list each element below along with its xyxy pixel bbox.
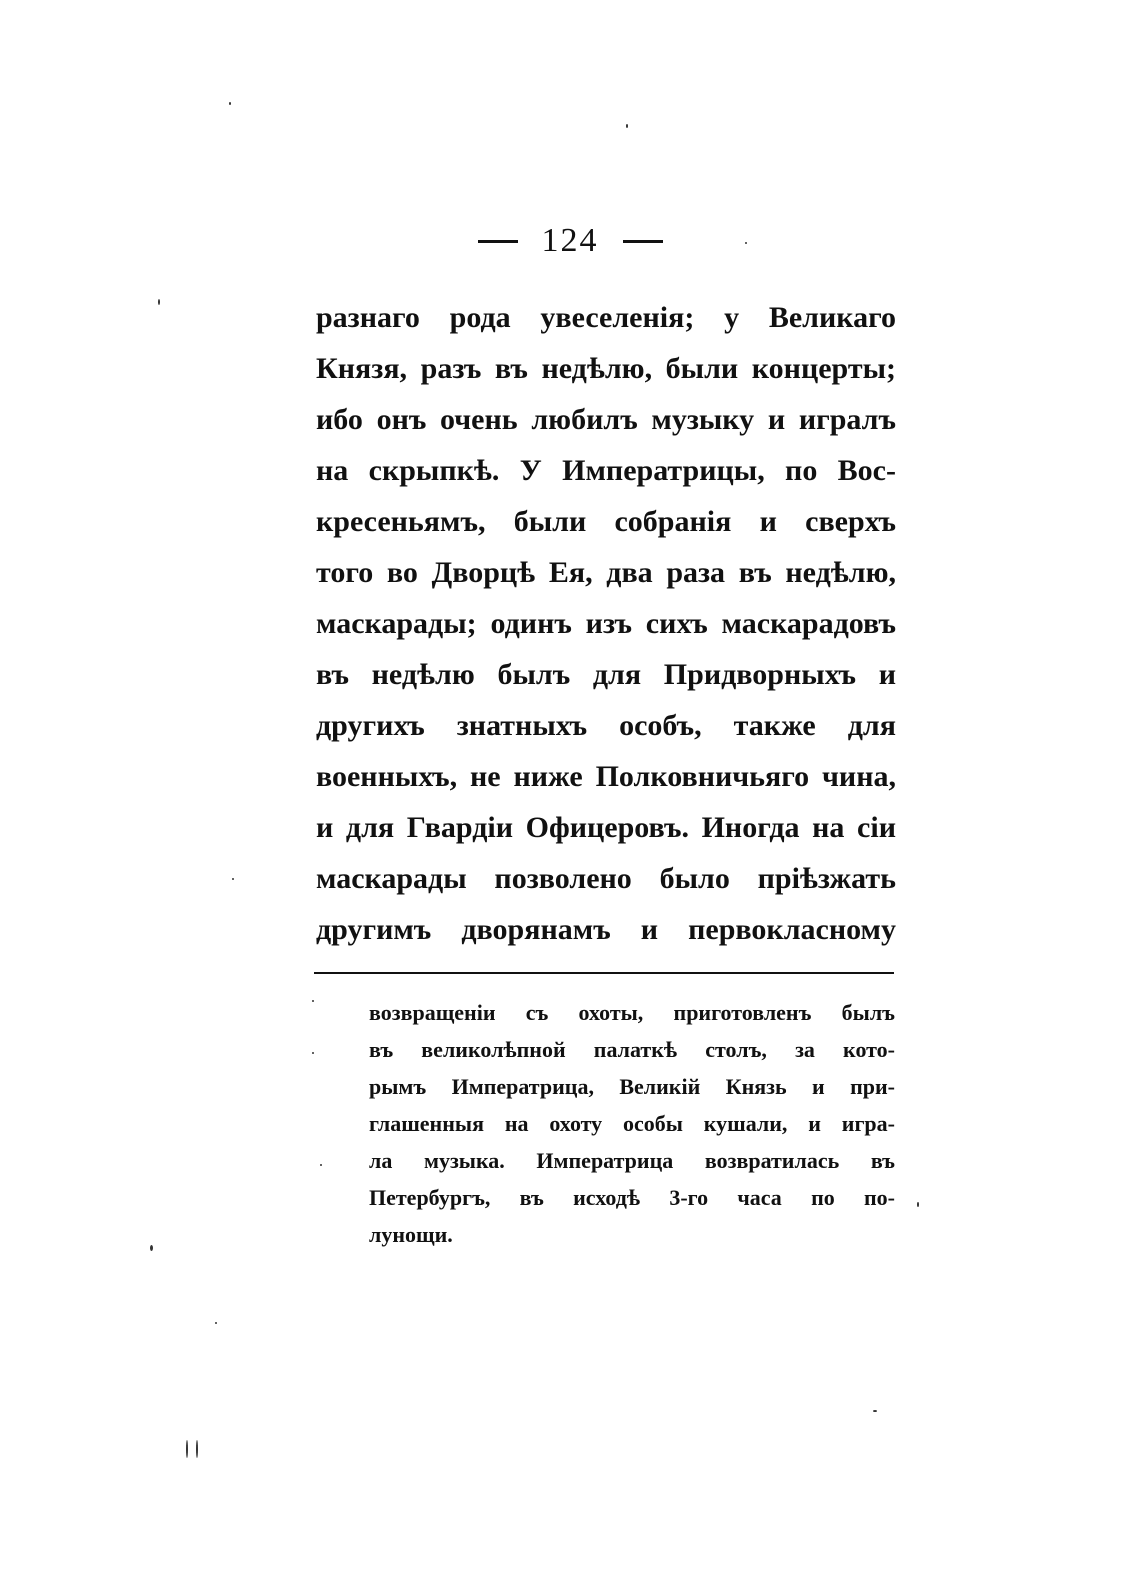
- main-text-line: разнаго рода увеселенія; у Великаго: [316, 301, 896, 334]
- main-text-line: въ недѣлю былъ для Придворныхъ и: [316, 658, 896, 691]
- scan-speck: [873, 1410, 877, 1412]
- left-dash: [478, 240, 518, 243]
- scan-speck: [312, 1052, 314, 1054]
- footnote-line: глашенныя на охоту особы кушали, и игра-: [369, 1111, 895, 1136]
- scan-speck: [312, 1000, 314, 1002]
- main-text-line: и для Гвардіи Офицеровъ. Иногда на сіи: [316, 811, 896, 844]
- footnote-line: возвращеніи съ охоты, приготовленъ былъ: [369, 1000, 895, 1025]
- main-text-block: [316, 292, 896, 955]
- main-text-line: военныхъ, не ниже Полковничьяго чина,: [316, 760, 896, 793]
- scan-speck: [150, 1245, 153, 1251]
- footnote-line: рымъ Императрица, Великій Князь и при-: [369, 1074, 895, 1099]
- main-text-line: другихъ знатныхъ особъ, также для: [316, 709, 896, 742]
- scan-speck: [186, 1440, 188, 1458]
- scan-speck: [215, 1322, 217, 1324]
- right-dash: [623, 240, 663, 243]
- scan-speck: [320, 1164, 322, 1166]
- scan-speck: [196, 1440, 198, 1458]
- scan-speck: [229, 102, 231, 105]
- main-text-line: на скрыпкѣ. У Императрицы, по Вос-: [316, 454, 896, 487]
- main-text-line: другимъ дворянамъ и первокласному: [316, 913, 896, 946]
- scan-speck: [917, 1202, 919, 1207]
- footnote-line: въ великолѣпной палаткѣ столъ, за кото-: [369, 1037, 895, 1062]
- scan-speck: [232, 878, 234, 880]
- scan-speck: [158, 299, 160, 305]
- page-number: 124: [541, 222, 599, 259]
- footnote-line: ла музыка. Императрица возвратилась въ: [369, 1148, 895, 1173]
- scan-speck: [745, 242, 747, 244]
- main-text-line: ибо онъ очень любилъ музыку и игралъ: [316, 403, 896, 436]
- main-text-line: того во Дворцѣ Ея, два раза въ недѣлю,: [316, 556, 896, 589]
- footnote-line: лунощи.: [369, 1222, 453, 1247]
- main-text-line: маскарады; одинъ изъ сихъ маскарадовъ: [316, 607, 896, 640]
- footnote-line: Петербургъ, въ исходѣ 3-го часа по по-: [369, 1185, 895, 1210]
- main-text-line: Князя, разъ въ недѣлю, были концерты;: [316, 352, 896, 385]
- main-text-line: кресеньямъ, были собранія и сверхъ: [316, 505, 896, 538]
- footnote-divider: [314, 972, 894, 974]
- main-text-line: маскарады позволено было пріѣзжать: [316, 862, 896, 895]
- footnote-block: [369, 994, 895, 1253]
- scan-speck: [626, 124, 628, 128]
- page-number-header: [0, 222, 1140, 260]
